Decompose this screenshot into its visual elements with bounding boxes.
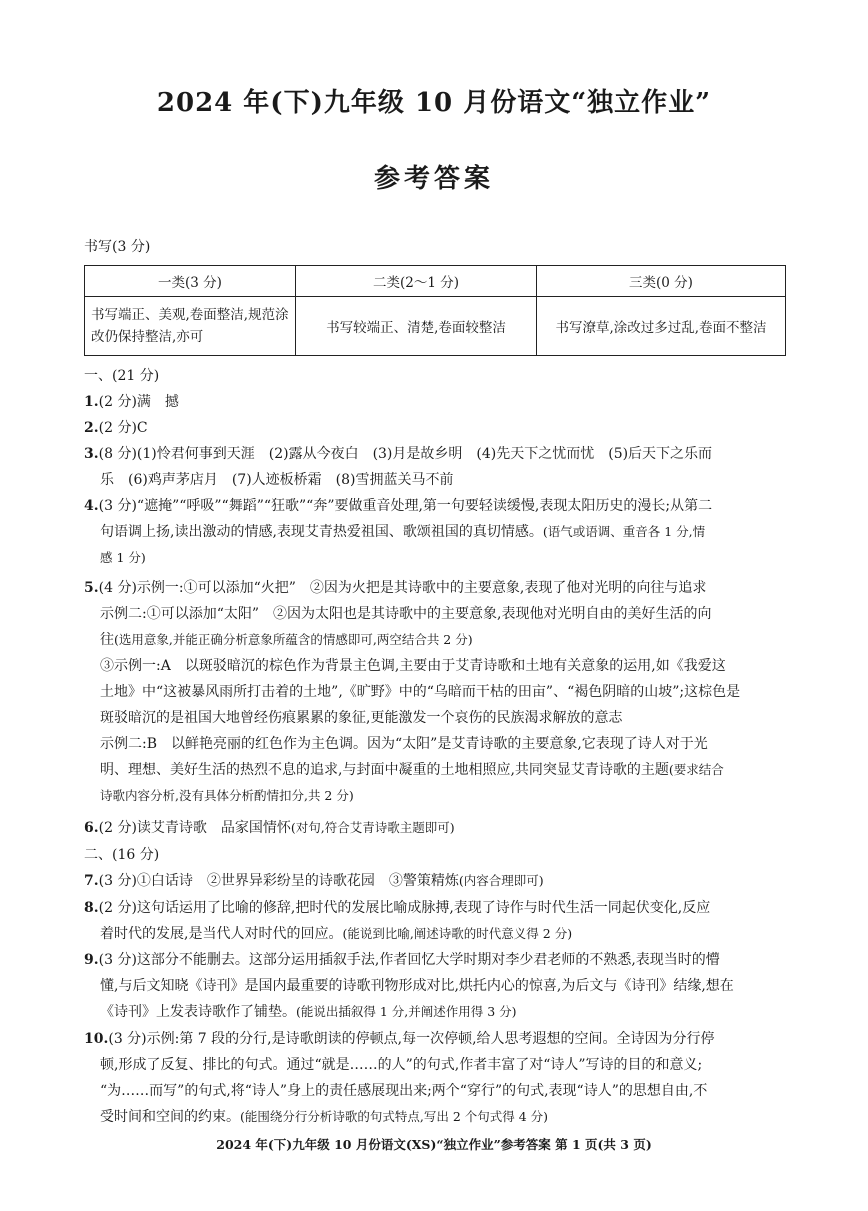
answer-text: (3 分)“遮掩”“呼吸”“舞蹈”“狂歌”“奔”要做重音处理,第一句要轻读缓慢,表现太阳历史的漫长;从第二 [98, 498, 713, 514]
answer-text: 斑驳暗沉的是祖国大地曾经伤痕累累的象征,更能激发一个哀伤的民族渴求解放的意志 [100, 710, 623, 726]
question-number: 5. [84, 580, 99, 596]
table-cell: 书写端正、美观,卷面整洁,规范涂改仍保持整洁,亦可 [85, 297, 296, 356]
answer-text: 顿,形成了反复、排比的句式。通过“就是……的人”的句式,作者丰富了对“诗人”写诗的目的和意义; [100, 1057, 703, 1073]
answer-10 [84, 1026, 790, 1130]
answer-text: ③示例一:A 以斑驳暗沉的棕色作为背景主色调,主要由于艾青诗歌和土地有关意象的运用,如《我爱这 [100, 658, 726, 674]
answer-text: 示例二:B 以鲜艳亮丽的红色作为主色调。因为“太阳”是艾青诗歌的主要意象,它表现了诗人对于光 [100, 736, 708, 752]
table-header: 一类(3 分) [85, 266, 296, 297]
section-heading: 一、(21 分) [84, 368, 160, 384]
answer-text: 示例二:①可以添加“太阳” ②因为太阳也是其诗歌中的主要意象,表现他对光明自由的美好生活的向 [100, 606, 712, 622]
table-header: 二类(2～1 分) [296, 266, 537, 297]
answer-7 [84, 868, 790, 894]
table-cell: 书写潦草,涂改过多过乱,卷面不整洁 [537, 297, 786, 356]
table-cell: 书写较端正、清楚,卷面较整洁 [296, 297, 537, 356]
scoring-note: (能说出插叙得 1 分,并阐述作用得 3 分) [296, 1004, 517, 1019]
answer-text: 受时间和空间的约束。 [100, 1109, 240, 1125]
answer-text: (2 分)这句话运用了比喻的修辞,把时代的发展比喻成脉搏,表现了诗作与时代生活一同起伏变化,反应 [98, 900, 711, 916]
scoring-note: 诗歌内容分析,没有具体分析酌情扣分,共 2 分) [100, 788, 354, 803]
question-number: 1. [84, 394, 99, 410]
answer-text: (2 分)读艾青诗歌 品家国情怀 [98, 820, 291, 836]
question-number: 8. [84, 900, 99, 916]
answer-2 [84, 415, 790, 441]
scoring-note: 感 1 分) [100, 550, 146, 565]
answer-text: 往 [100, 632, 114, 648]
answer-9 [84, 947, 790, 1025]
answer-text: (2 分)C [98, 420, 148, 436]
section-heading: 二、(16 分) [84, 847, 160, 863]
answer-text: (8 分)(1)怜君何事到天涯 (2)露从今夜白 (3)月是故乡明 (4)先天下之忧而忧 (5)后天下之乐而 [98, 446, 713, 462]
answer-text: (3 分)这部分不能删去。这部分运用插叙手法,作者回忆大学时期对李少君老师的不熟悉,表现当时的懵 [98, 952, 720, 968]
answer-3 [84, 441, 790, 493]
writing-score-table [84, 265, 786, 356]
scoring-note: (对句,符合艾青诗歌主题即可) [290, 820, 455, 835]
scoring-note: (内容合理即可) [458, 873, 544, 888]
page-subtitle: 参考答案 [373, 164, 494, 194]
question-number: 6. [84, 820, 99, 836]
page-title: 2024 年(下)九年级 10 月份语文“独立作业” [156, 88, 712, 118]
scoring-note: (能围绕分行分析诗歌的句式特点,写出 2 个句式得 4 分) [240, 1109, 549, 1124]
answer-1 [84, 389, 790, 415]
table-header: 三类(0 分) [537, 266, 786, 297]
question-number: 10. [84, 1031, 109, 1047]
question-number: 7. [84, 873, 99, 889]
scoring-note: (语气或语调、重音各 1 分,情 [542, 524, 706, 539]
answer-text: (4 分)示例一:①可以添加“火把” ②因为火把是其诗歌中的主要意象,表现了他对光明的向往与追求 [98, 580, 707, 596]
question-number: 2. [84, 420, 99, 436]
scoring-note: (能说到比喻,阐述诗歌的时代意义得 2 分) [342, 926, 573, 941]
answer-text: 着时代的发展,是当代人对时代的回应。 [100, 926, 343, 942]
answer-text: 懂,与后文知晓《诗刊》是国内最重要的诗歌刊物形成对比,烘托内心的惊喜,为后文与《诗刊》结缘,想在 [100, 978, 734, 994]
question-number: 3. [84, 446, 99, 462]
answer-text: 《诗刊》上发表诗歌作了铺垫。 [100, 1004, 296, 1020]
scoring-note: (要求结合 [668, 762, 724, 777]
question-number: 9. [84, 952, 99, 968]
answer-text: (3 分)示例:第 7 段的分行,是诗歌朗读的停顿点,每一次停顿,给人思考遐想的空间。全诗因为分行停 [108, 1031, 715, 1047]
writing-label: 书写(3 分) [84, 239, 151, 255]
answer-5 [84, 575, 790, 809]
answer-text: 乐 (6)鸡声茅店月 (7)人迹板桥霜 (8)雪拥蓝关马不前 [100, 472, 454, 488]
answer-4 [84, 493, 790, 571]
answer-text: (3 分)①白话诗 ②世界异彩纷呈的诗歌花园 ③警策精炼 [98, 873, 459, 889]
answer-text: 土地》中“这被暴风雨所打击着的土地”,《旷野》中的“乌暗而干枯的田亩”、“褐色阴暗的山坡”;这棕色是 [100, 684, 741, 700]
answer-text: “为……而写”的句式,将“诗人”身上的责任感展现出来;两个“穿行”的句式,表现“诗人”的思想自由,不 [100, 1083, 708, 1099]
answer-text: 明、理想、美好生活的热烈不息的追求,与封面中凝重的土地相照应,共同突显艾青诗歌的主题 [100, 762, 669, 778]
page-footer: 2024 年(下)九年级 10 月份语文(XS)“独立作业”参考答案 第 1 页(共 3 页) [216, 1137, 652, 1152]
answer-text: (2 分)满 撼 [98, 394, 179, 410]
question-number: 4. [84, 498, 99, 514]
answer-8 [84, 895, 790, 947]
answer-6 [84, 815, 790, 841]
scoring-note: (选用意象,并能正确分析意象所蕴含的情感即可,两空结合共 2 分) [114, 632, 473, 647]
answer-text: 句语调上扬,读出激动的情感,表现艾青热爱祖国、歌颂祖国的真切情感。 [100, 524, 543, 540]
